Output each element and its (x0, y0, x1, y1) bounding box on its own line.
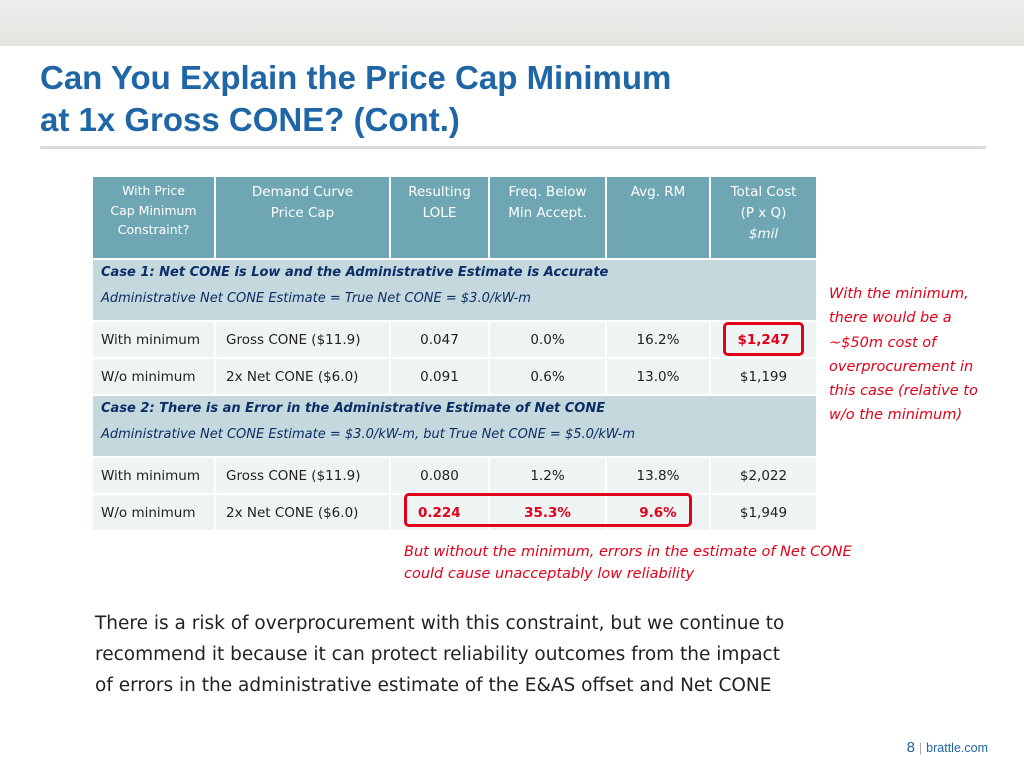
row-label: W/o minimum (92, 358, 215, 395)
footer-separator: | (918, 741, 923, 755)
header-demand-curve-price-cap (215, 176, 390, 259)
table-row (92, 457, 817, 494)
row-price-cap: 2x Net CONE ($6.0) (215, 358, 390, 395)
row-lole: 0.080 (390, 457, 489, 494)
page-title (40, 57, 671, 141)
summary-paragraph (95, 608, 895, 701)
header-resulting-lole (390, 176, 489, 259)
header-text: Constraint? (117, 222, 190, 237)
callout-line: there would be a (829, 310, 952, 327)
header-text: LOLE (422, 205, 457, 221)
table-header-row (92, 176, 817, 259)
case-1-cell (92, 259, 817, 321)
header-text: (P x Q) (740, 205, 787, 221)
callout-line: But without the minimum, errors in the estimate of Net CONE (404, 544, 852, 560)
header-price-cap-minimum (92, 176, 215, 259)
header-text: With Price (122, 183, 185, 198)
row-price-cap: Gross CONE ($11.9) (215, 321, 390, 358)
summary-line: recommend it because it can protect reliability outcomes from the impact (95, 644, 780, 665)
row-rm-highlighted: 9.6% (606, 494, 710, 531)
page-title-line-2: at 1x Gross CONE? (Cont.) (40, 101, 460, 138)
case-1-row (92, 259, 817, 321)
top-banner (0, 0, 1024, 46)
header-text: Price Cap (270, 205, 335, 221)
row-freq: 1.2% (489, 457, 606, 494)
callout-reliability (404, 541, 852, 585)
row-lole-highlighted: 0.224 (390, 494, 489, 531)
callout-line: could cause unacceptably low reliability (404, 566, 695, 582)
callout-line: this case (relative to (829, 383, 978, 400)
results-table (91, 175, 818, 532)
page-title-line-1: Can You Explain the Price Cap Minimum (40, 59, 672, 96)
header-text: Resulting (408, 184, 471, 200)
row-label: With minimum (92, 321, 215, 358)
callout-line: With the minimum, (829, 286, 969, 302)
row-price-cap: 2x Net CONE ($6.0) (215, 494, 390, 531)
header-text: Avg. RM (630, 184, 686, 200)
row-freq: 0.0% (489, 321, 606, 358)
header-text: $mil (748, 226, 779, 242)
highlight-box-cost (723, 322, 804, 356)
summary-line: There is a risk of overprocurement with this constraint, but we continue to (95, 613, 785, 634)
row-label: With minimum (92, 457, 215, 494)
footer (907, 739, 988, 756)
callout-line: overprocurement in (829, 358, 974, 375)
highlight-box-reliability (404, 493, 692, 527)
table-row (92, 321, 817, 358)
row-rm: 16.2% (606, 321, 710, 358)
header-avg-rm (606, 176, 710, 259)
page-number: 8 (906, 739, 915, 756)
callout-line: ~$50m cost of (829, 334, 937, 351)
row-rm: 13.8% (606, 457, 710, 494)
callout-overprocurement (829, 282, 978, 428)
row-freq-highlighted: 35.3% (489, 494, 606, 531)
row-cost: $1,199 (710, 358, 817, 395)
row-freq: 0.6% (489, 358, 606, 395)
header-total-cost (710, 176, 817, 259)
case-1-subtitle: Administrative Net CONE Estimate = True Net CONE = $3.0/kW-m (101, 291, 531, 306)
case-2-subtitle: Administrative Net CONE Estimate = $3.0/kW-m, but True Net CONE = $5.0/kW-m (101, 427, 635, 442)
callout-line: w/o the minimum) (829, 407, 963, 424)
header-text: Demand Curve (251, 184, 354, 200)
row-cost-highlighted: $1,247 (710, 321, 817, 358)
row-price-cap: Gross CONE ($11.9) (215, 457, 390, 494)
case-2-row (92, 395, 817, 457)
table-row (92, 358, 817, 395)
row-rm: 13.0% (606, 358, 710, 395)
row-label: W/o minimum (92, 494, 215, 531)
title-divider (40, 146, 986, 149)
header-text: Total Cost (730, 184, 797, 200)
footer-site: brattle.com (926, 741, 988, 755)
row-lole: 0.091 (390, 358, 489, 395)
row-cost: $2,022 (710, 457, 817, 494)
case-2-title: Case 2: There is an Error in the Administrative Estimate of Net CONE (101, 401, 606, 416)
row-cost: $1,949 (710, 494, 817, 531)
row-lole: 0.047 (390, 321, 489, 358)
header-text: Freq. Below (508, 184, 587, 200)
case-1-title: Case 1: Net CONE is Low and the Administrative Estimate is Accurate (101, 265, 609, 280)
header-text: Min Accept. (508, 205, 587, 221)
header-text: Cap Minimum (110, 202, 197, 218)
summary-line: of errors in the administrative estimate of the E&AS offset and Net CONE (95, 675, 772, 696)
header-freq-below-min (489, 176, 606, 259)
case-2-cell (92, 395, 817, 457)
